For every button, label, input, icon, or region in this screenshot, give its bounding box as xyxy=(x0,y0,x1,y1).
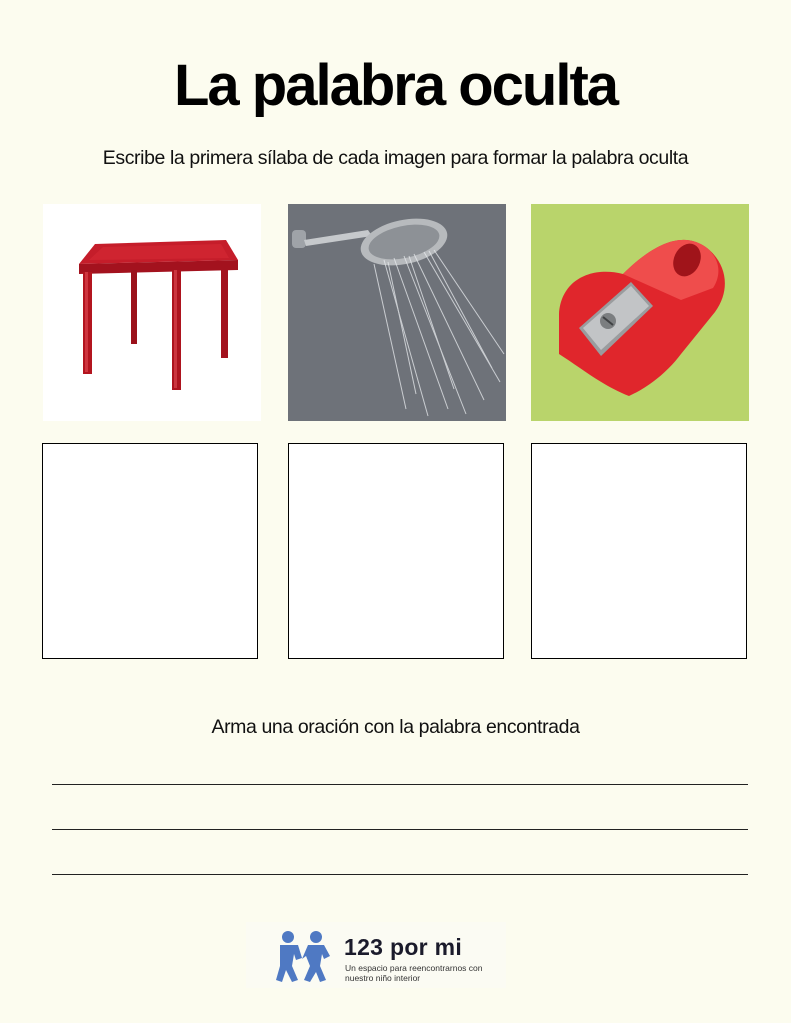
writing-line-2[interactable] xyxy=(52,829,748,830)
answer-box-1[interactable] xyxy=(42,443,258,659)
page-title: La palabra oculta xyxy=(173,53,618,118)
instruction-text: Escribe la primera sílaba de cada imagen para formar la palabra oculta xyxy=(102,147,689,169)
sharpener-image xyxy=(531,204,749,421)
shower-image xyxy=(288,204,506,421)
brand-logo xyxy=(246,922,506,988)
brand-name: 123 por mi xyxy=(344,934,463,960)
writing-line-3[interactable] xyxy=(52,874,748,875)
kids-playing-icon xyxy=(272,928,334,984)
sentence-prompt: Arma una oración con la palabra encontrada xyxy=(211,716,580,738)
answer-box-2[interactable] xyxy=(288,443,504,659)
brand-tagline: Un espacio para reencontrarnos con nuestro niño interior xyxy=(345,963,483,983)
answer-box-3[interactable] xyxy=(531,443,747,659)
writing-line-1[interactable] xyxy=(52,784,748,785)
table-image xyxy=(43,204,261,421)
